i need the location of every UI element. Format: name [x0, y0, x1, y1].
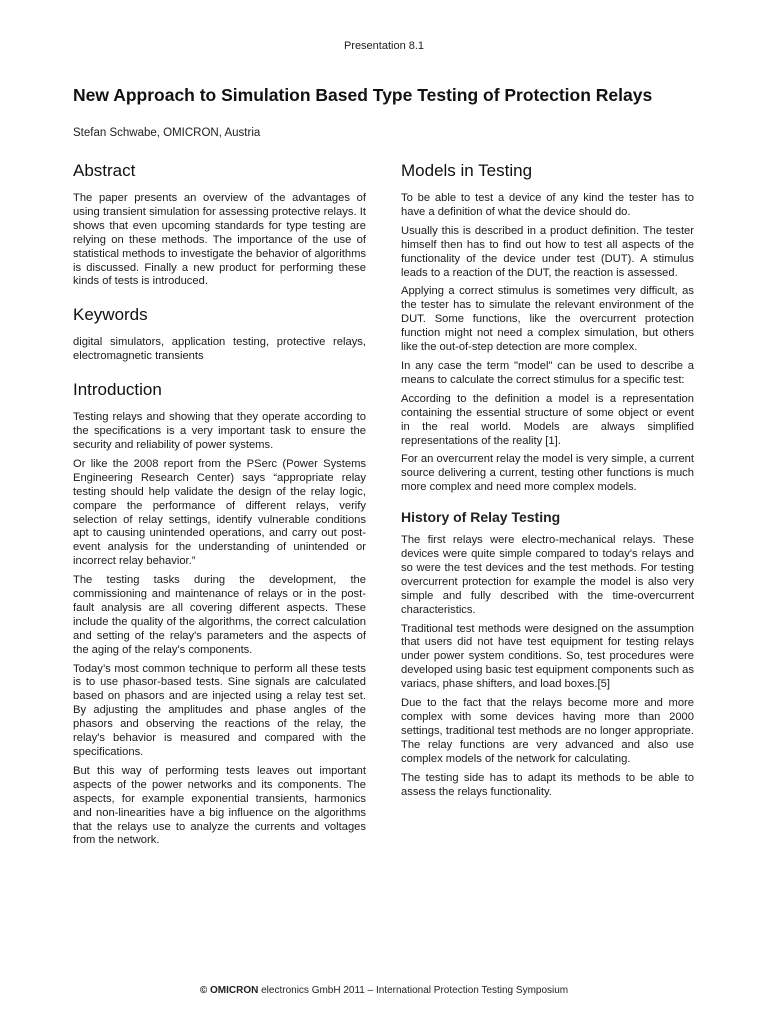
introduction-paragraph: But this way of performing tests leaves out important aspects of the power networks and its components. The aspects, for example exponential transients, harmonics and non-linearities have a big influence on the algorithms that the relays use to analyze the currents and voltages from the network. — [73, 764, 366, 847]
history-paragraph: The testing side has to adapt its methods to be able to assess the relays functionality. — [401, 771, 694, 798]
page-header: Presentation 8.1 — [343, 40, 425, 52]
introduction-paragraph: Today’s most common technique to perform all these tests is to use phasor-based tests. Sine signals are calculated based on phasors and are injected using a relay test set. By adjusting the amplitudes and phase angles of the phasors and observing the reactions of the relay, the relay's behavior is measured and compared with the specifications. — [73, 662, 366, 758]
history-paragraph: The first relays were electro-mechanical relays. These devices were quite simple compared to today's relays and so were the test devices and the test methods. For testing overcurrent protection for example the model is also very simple and fully described with the time-overcurrent characteristics. — [401, 534, 694, 616]
footer-brand: OMICRON — [210, 985, 259, 996]
introduction-paragraph: Or like the 2008 report from the PSerc (Power Systems Engineering Research Center) says “appropriate relay testing should help validate the design of the relay logic, compare the performance of different relays, verify selection of relay settings, identify vulnerable conditions apt to causing unintended operations, and carry out post-event analysis for the understanding of unintended or incorrect relay behavior.” — [73, 457, 366, 568]
footer-text: electronics GmbH 2011 – International Protection Testing Symposium — [258, 985, 569, 996]
authors: Stefan Schwabe, OMICRON, Austria — [73, 127, 261, 139]
keywords-section — [73, 304, 366, 364]
history-paragraph: Due to the fact that the relays become more and more complex with some devices having more than 2000 settings, traditional test methods are no longer appropriate. The relay functions are very advanced and also use complex models of the network for calculating. — [401, 697, 694, 765]
paper-title: New Approach to Simulation Based Type Testing of Protection Relays — [73, 85, 653, 105]
keywords-heading: Keywords — [73, 305, 148, 325]
abstract-paragraph: The paper presents an overview of the advantages of using transient simulation for assessing protective relays. It shows that even upcoming standards for type testing are relying on these methods. The importance of the use of statistical methods to investigate the behavior of algorithms is discussed. Finally a new product for performing these kinds of tests is introduced. — [73, 192, 366, 288]
introduction-heading: Introduction — [73, 380, 162, 400]
copyright-symbol: © — [199, 985, 208, 996]
models-paragraph: In any case the term "model" can be used to describe a means to calculate the correct stimulus for a specific test: — [401, 359, 694, 386]
history-heading: History of Relay Testing — [401, 509, 561, 526]
models-heading: Models in Testing — [401, 161, 533, 180]
models-paragraph: For an overcurrent relay the model is very simple, a current source delivering a current, testing other functions is much more complex and need more complex models. — [401, 453, 694, 494]
introduction-paragraph: Testing relays and showing that they operate according to the specifications is a very important task to ensure the security and reliability of power systems. — [73, 411, 366, 451]
introduction-section — [73, 379, 366, 848]
models-paragraph: Applying a correct stimulus is sometimes very difficult, as the tester has to simulate the relevant environment of the DUT. Some functions, like the overcurrent protection function might not need a complex simulation, but others like the out-of-step detection are more complex. — [401, 285, 694, 354]
abstract-section — [73, 160, 366, 289]
models-paragraph: To be able to test a device of any kind the tester has to have a definition of what the device should do. — [401, 192, 694, 218]
page-footer — [0, 985, 768, 996]
left-column — [73, 160, 366, 863]
introduction-paragraph: The testing tasks during the development, the commissioning and maintenance of relays or in the post-fault analysis are all covering different aspects. These include the quality of the algorithms, the correct calculation and setting of the relay's parameters and the aspects of the aging of the relay's components. — [73, 574, 366, 656]
right-column — [401, 160, 694, 814]
keywords-paragraph: digital simulators, application testing, protective relays, electromagnetic transients — [73, 336, 366, 363]
abstract-heading: Abstract — [73, 161, 136, 180]
history-paragraph: Traditional test methods were designed on the assumption that users did not have test equipment for testing relays under power system conditions. So, test procedures were developed using basic test equipment components such as variacs, phase shifters, and load boxes.[5] — [401, 622, 694, 691]
models-paragraph: Usually this is described in a product definition. The tester himself then has to find out how to test all aspects of the functionality of the device under test (DUT). A stimulus leads to a reaction of the DUT, the reaction is assessed. — [401, 224, 694, 279]
history-section — [401, 508, 694, 799]
models-paragraph: According to the definition a model is a representation containing the essential structure of some object or event in the real world. Models are always simplified representations of the reality [1]. — [401, 392, 694, 447]
models-section — [401, 160, 694, 495]
